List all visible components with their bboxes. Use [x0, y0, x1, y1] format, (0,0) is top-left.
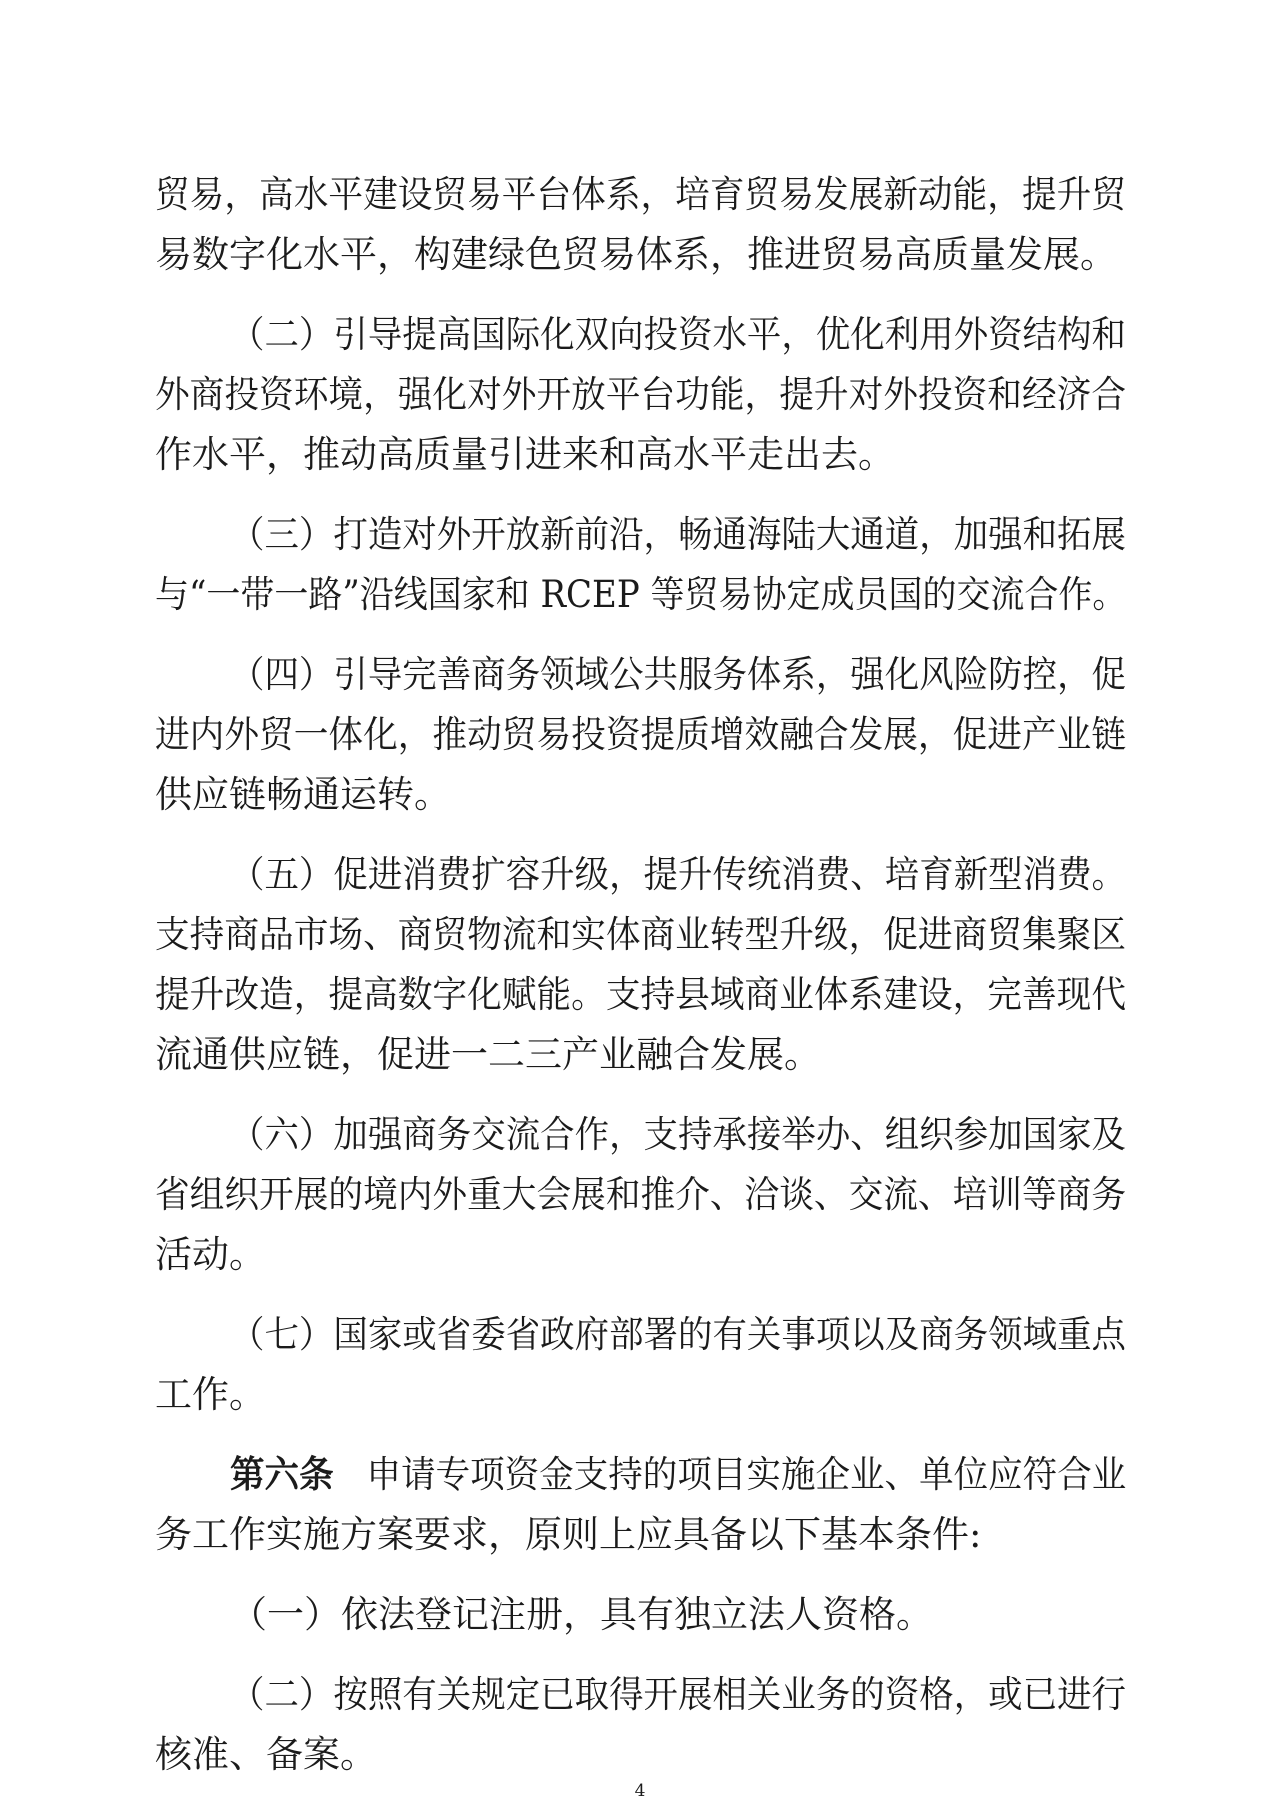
text-line: （七）国家或省委省政府部署的有关事项以及商务领域重点 — [230, 1313, 1126, 1356]
text-line: 核准、备案。 — [155, 1733, 377, 1776]
article-label: 第六条 — [230, 1453, 334, 1496]
text-line: 工作。 — [155, 1373, 266, 1416]
text-line: （六）加强商务交流合作，支持承接举办、组织参加国家及 — [230, 1113, 1126, 1156]
text-line: 供应链畅通运转。 — [155, 773, 451, 816]
text-line: 活动。 — [155, 1233, 266, 1276]
text-line: （二）按照有关规定已取得开展相关业务的资格，或已进行 — [230, 1673, 1126, 1716]
text-line: 作水平，推动高质量引进来和高水平走出去。 — [155, 433, 895, 476]
text-line: 省组织开展的境内外重大会展和推介、洽谈、交流、培训等商务 — [155, 1173, 1126, 1216]
article-gap — [334, 1453, 367, 1496]
text-line: 外商投资环境，强化对外开放平台功能，提升对外投资和经济合 — [155, 373, 1126, 416]
text-line: 进内外贸一体化，推动贸易投资提质增效融合发展，促进产业链 — [155, 713, 1126, 756]
text-line: 易数字化水平，构建绿色贸易体系，推进贸易高质量发展。 — [155, 233, 1117, 276]
text-line: 与“一带一路”沿线国家和 RCEP 等贸易协定成员国的交流合作。 — [155, 573, 1127, 616]
text-line: （五）促进消费扩容升级，提升传统消费、培育新型消费。 — [230, 853, 1126, 896]
text-line: （四）引导完善商务领域公共服务体系，强化风险防控，促 — [230, 653, 1126, 696]
text-line: （三）打造对外开放新前沿，畅通海陆大通道，加强和拓展 — [230, 513, 1126, 556]
article-text: 申请专项资金支持的项目实施企业、单位应符合业 — [366, 1453, 1127, 1496]
text-line: （二）引导提高国际化双向投资水平，优化利用外资结构和 — [230, 313, 1126, 356]
text-line: （一）依法登记注册，具有独立法人资格。 — [230, 1593, 933, 1636]
page-number: 4 — [634, 1781, 646, 1801]
text-line: 贸易，高水平建设贸易平台体系，培育贸易发展新动能，提升贸 — [155, 173, 1126, 216]
text-line: 务工作实施方案要求，原则上应具备以下基本条件: — [155, 1513, 982, 1556]
article-line — [230, 1453, 1127, 1496]
text-line: 提升改造，提高数字化赋能。支持县域商业体系建设，完善现代 — [155, 973, 1126, 1016]
text-line: 支持商品市场、商贸物流和实体商业转型升级，促进商贸集聚区 — [155, 913, 1126, 956]
text-line: 流通供应链，促进一二三产业融合发展。 — [155, 1033, 821, 1076]
